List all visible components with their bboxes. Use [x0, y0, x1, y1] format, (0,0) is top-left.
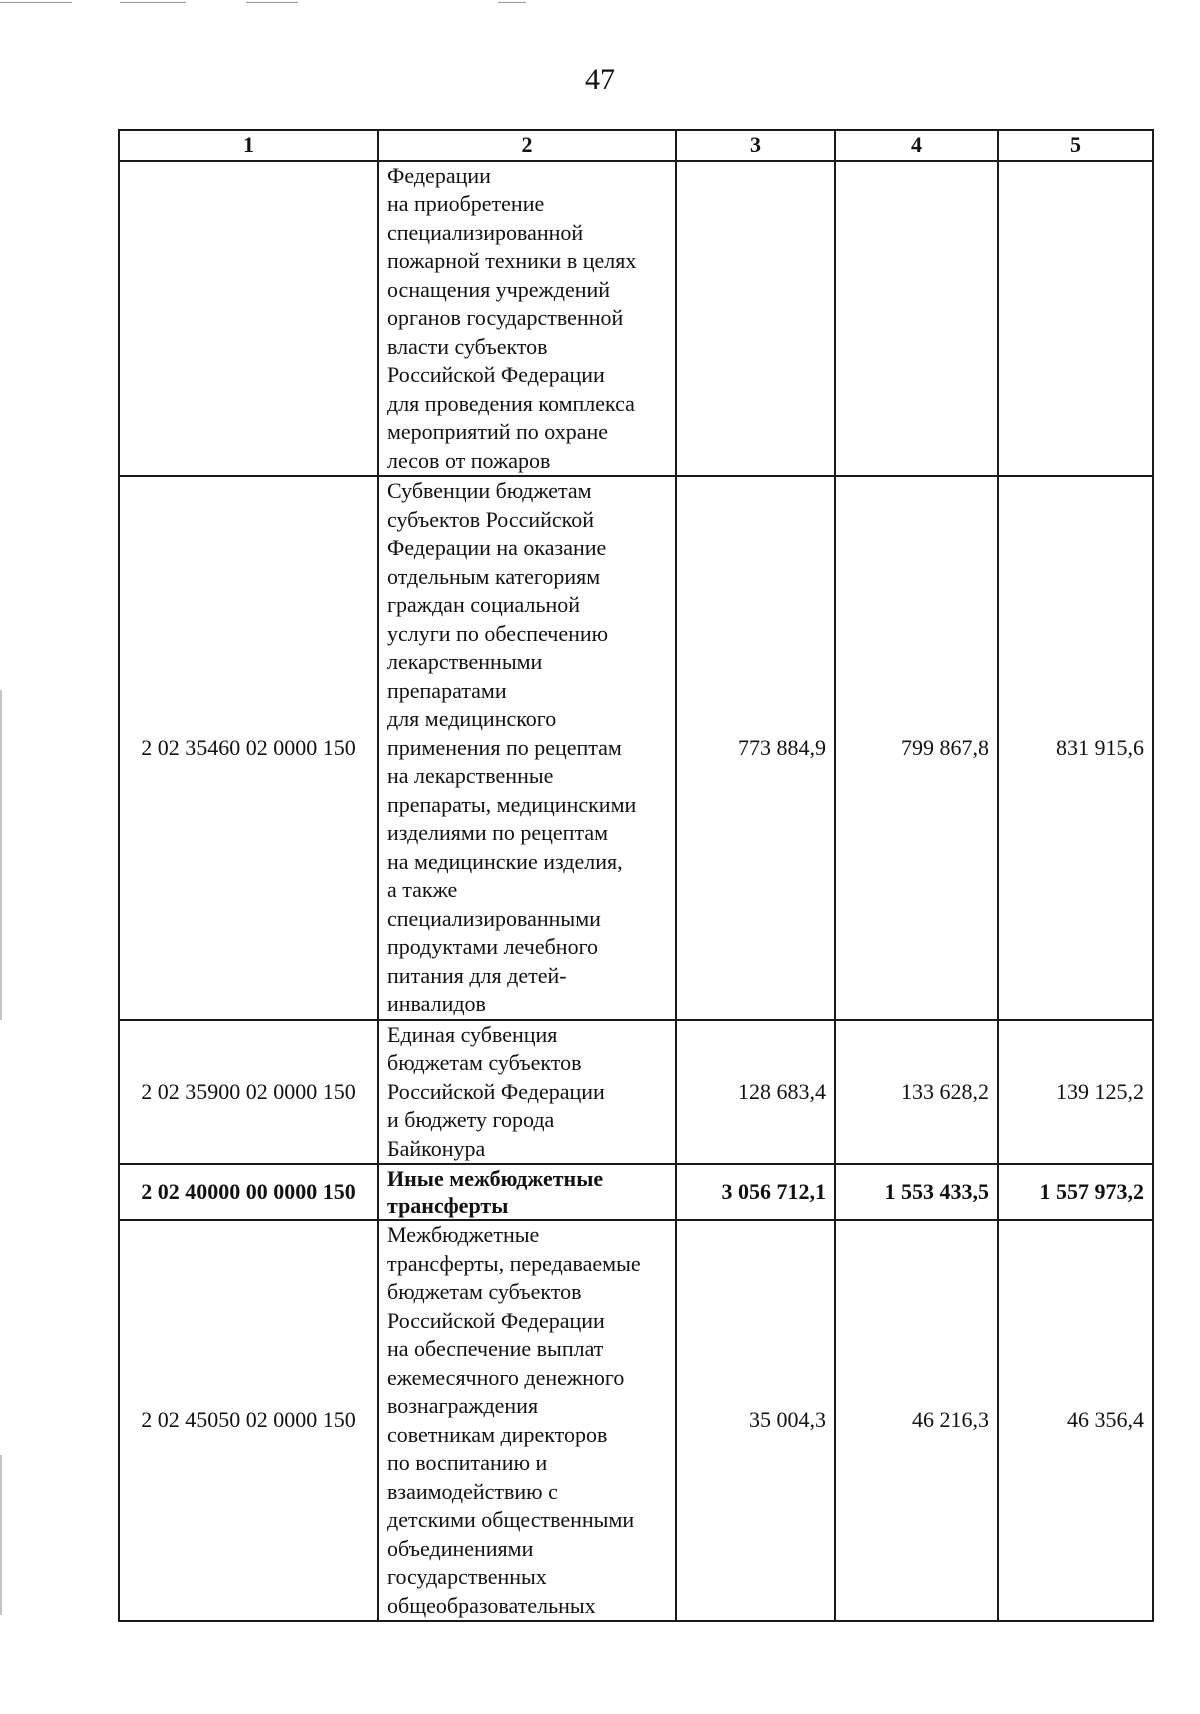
amount-cell [676, 161, 835, 477]
description-cell: Иные межбюджетные трансферты [378, 1164, 676, 1220]
column-header: 5 [998, 130, 1153, 161]
budget-code-cell: 2 02 40000 00 0000 150 [119, 1164, 378, 1220]
scan-artifact [120, 2, 186, 3]
table-row [119, 161, 1153, 477]
amount-cell: 799 867,8 [835, 476, 998, 1020]
scan-artifact [246, 2, 298, 3]
column-header: 3 [676, 130, 835, 161]
amount-cell: 1 557 973,2 [998, 1164, 1153, 1220]
column-header: 2 [378, 130, 676, 161]
column-header: 1 [119, 130, 378, 161]
budget-code-cell: 2 02 35460 02 0000 150 [119, 476, 378, 1020]
amount-cell: 35 004,3 [676, 1220, 835, 1621]
budget-code-cell: 2 02 35900 02 0000 150 [119, 1020, 378, 1165]
page-number: 47 [585, 63, 615, 96]
amount-cell: 46 356,4 [998, 1220, 1153, 1621]
table-row [119, 1020, 1153, 1165]
table-row [119, 1220, 1153, 1621]
description-cell: Единая субвенция бюджетам субъектов Российской Федерации и бюджету города Байконура [378, 1020, 676, 1165]
description-cell: Межбюджетные трансферты, передаваемые бюджетам субъектов Российской Федерации на обеспечение выплат ежемесячного денежного вознаграждения советникам директоров по воспитанию и взаимодействию с детскими общественными объединениями государственных общеобразовательных [378, 1220, 676, 1621]
table-row [119, 476, 1153, 1020]
amount-cell [998, 161, 1153, 477]
amount-cell: 1 553 433,5 [835, 1164, 998, 1220]
scan-artifact [0, 1455, 2, 1615]
scan-artifact [0, 2, 72, 3]
amount-cell [835, 161, 998, 477]
amount-cell: 128 683,4 [676, 1020, 835, 1165]
table-header-row [119, 130, 1153, 161]
description-cell: Субвенции бюджетам субъектов Российской Федерации на оказание отдельным категориям граждан социальной услуги по обеспечению лекарственными препаратами для медицинского применения по рецептам на лекарственные препараты, медицинскими изделиями по рецептам на медицинские изделия, а также специализированными продуктами лечебного питания для детей- инвалидов [378, 476, 676, 1020]
budget-code-cell [119, 161, 378, 477]
budget-table [118, 129, 1154, 1622]
budget-code-cell: 2 02 45050 02 0000 150 [119, 1220, 378, 1621]
amount-cell: 133 628,2 [835, 1020, 998, 1165]
scan-artifact [498, 2, 526, 3]
scan-artifact [0, 690, 2, 1020]
table-row [119, 1164, 1153, 1220]
column-header: 4 [835, 130, 998, 161]
amount-cell: 831 915,6 [998, 476, 1153, 1020]
amount-cell: 3 056 712,1 [676, 1164, 835, 1220]
amount-cell: 139 125,2 [998, 1020, 1153, 1165]
amount-cell: 46 216,3 [835, 1220, 998, 1621]
description-cell: Федерации на приобретение специализированной пожарной техники в целях оснащения учреждений органов государственной власти субъектов Российской Федерации для проведения комплекса мероприятий по охране лесов от пожаров [378, 161, 676, 477]
table-body [119, 130, 1153, 1621]
amount-cell: 773 884,9 [676, 476, 835, 1020]
